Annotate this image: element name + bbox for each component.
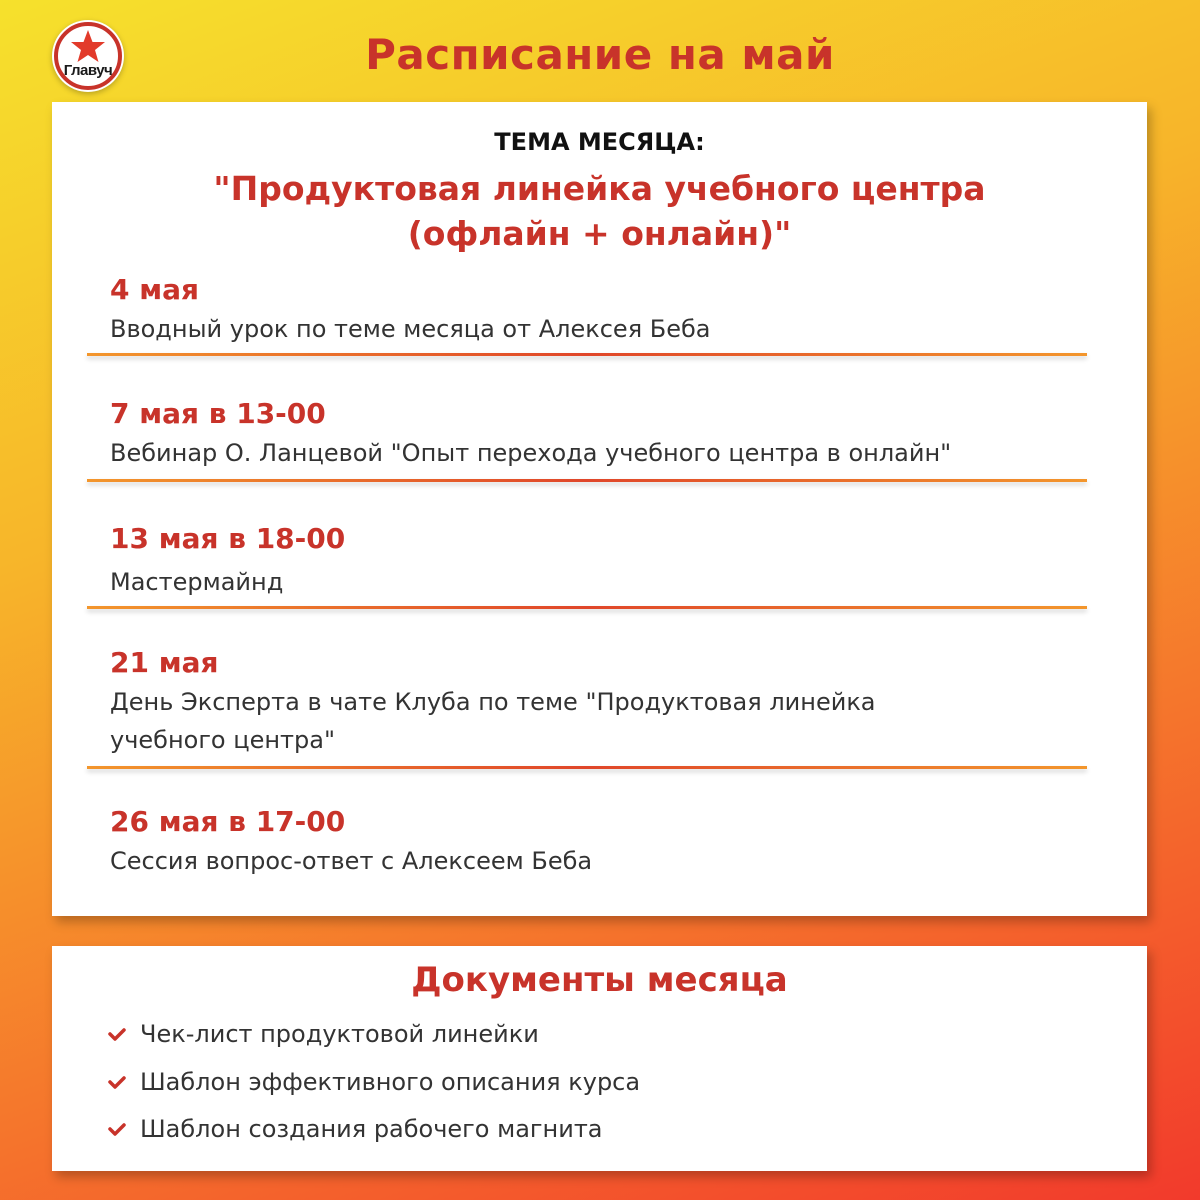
event-item <box>110 270 1090 348</box>
documents-title: Документы месяца <box>411 960 788 1000</box>
event-date: 26 мая в 17-00 <box>110 805 346 838</box>
event-date: 7 мая в 13-00 <box>110 397 326 430</box>
theme-label: ТЕМА МЕСЯЦА: <box>494 128 705 156</box>
event-divider <box>87 606 1087 609</box>
event-description: Вебинар О. Ланцевой "Опыт перехода учебного центра в онлайн" <box>110 439 952 467</box>
event-date: 4 мая <box>110 273 199 306</box>
event-item <box>110 519 1090 601</box>
event-item <box>110 394 1090 472</box>
page-title: Расписание на май <box>365 30 835 79</box>
event-divider <box>87 353 1087 356</box>
schedule-card <box>52 102 1147 916</box>
logo-text: Главуч <box>63 62 113 79</box>
event-date: 13 мая в 18-00 <box>110 522 346 555</box>
theme-title: "Продуктовая линейка учебного центра (офлайн + онлайн)" <box>213 169 986 253</box>
checkmark-icon <box>107 1074 127 1090</box>
document-label: Шаблон создания рабочего магнита <box>140 1115 603 1143</box>
checkmark-icon <box>107 1026 127 1042</box>
event-description: День Эксперта в чате Клуба по теме "Продуктовая линейка учебного центра" <box>110 688 876 754</box>
event-date: 21 мая <box>110 646 219 679</box>
document-label: Шаблон эффективного описания курса <box>140 1068 641 1096</box>
event-divider <box>87 766 1087 769</box>
event-item <box>110 643 970 759</box>
documents-card <box>52 946 1147 1171</box>
event-description: Вводный урок по теме месяца от Алексея Беба <box>110 315 711 343</box>
document-label: Чек-лист продуктовой линейки <box>140 1020 539 1048</box>
checkmark-icon <box>107 1121 127 1137</box>
event-description: Сессия вопрос-ответ с Алексеем Беба <box>110 847 593 875</box>
event-item <box>110 802 1090 880</box>
event-description: Мастермайнд <box>110 568 284 596</box>
event-divider <box>87 479 1087 482</box>
